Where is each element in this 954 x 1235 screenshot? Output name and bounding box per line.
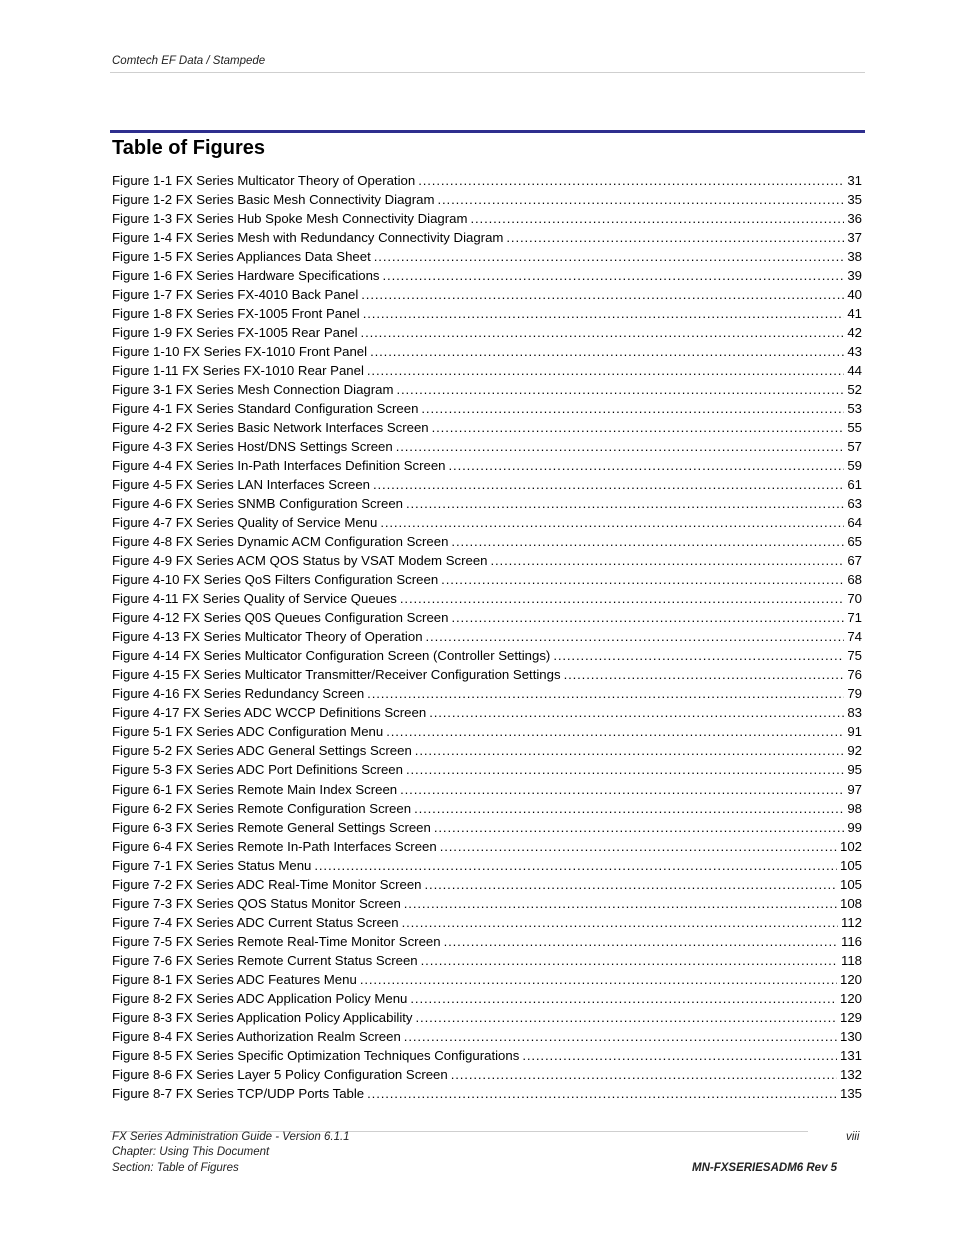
toc-entry[interactable]: [112, 837, 862, 856]
toc-entry-label[interactable]: Figure 7-2 FX Series ADC Real-Time Monitor Screen: [112, 876, 422, 892]
toc-entry-page[interactable]: 135: [839, 1085, 862, 1101]
toc-dot-leader: [506, 228, 844, 247]
toc-entry-page[interactable]: 65: [847, 534, 862, 550]
toc-entry[interactable]: [112, 323, 862, 342]
toc-entry-label[interactable]: Figure 6-4 FX Series Remote In-Path Interfaces Screen: [112, 838, 437, 854]
toc-entry-page[interactable]: 97: [847, 781, 862, 797]
toc-entry-page[interactable]: 41: [847, 306, 862, 322]
page-title: Table of Figures: [112, 137, 265, 159]
toc-entry[interactable]: [112, 475, 862, 494]
toc-entry-page[interactable]: 74: [847, 629, 862, 645]
toc-dot-leader: [429, 703, 844, 722]
table-of-figures-list: [112, 171, 862, 1103]
toc-entry-page[interactable]: 95: [847, 762, 862, 778]
toc-dot-leader: [402, 913, 838, 932]
toc-entry[interactable]: [112, 1046, 862, 1065]
toc-dot-leader: [363, 304, 845, 323]
toc-entry-label[interactable]: Figure 6-3 FX Series Remote General Settings Screen: [112, 819, 431, 835]
toc-entry[interactable]: [112, 532, 862, 551]
toc-entry-label[interactable]: Figure 1-7 FX Series FX-4010 Back Panel: [112, 287, 359, 303]
toc-entry-label[interactable]: Figure 4-3 FX Series Host/DNS Settings Screen: [112, 439, 393, 455]
toc-dot-leader: [434, 818, 844, 837]
toc-entry[interactable]: [112, 247, 862, 266]
toc-entry-label[interactable]: Figure 1-9 FX Series FX-1005 Rear Panel: [112, 325, 358, 341]
toc-entry[interactable]: [112, 703, 862, 722]
toc-entry-page[interactable]: 116: [840, 933, 862, 949]
toc-entry-page[interactable]: 79: [847, 686, 862, 702]
footer-guide-title: FX Series Administration Guide - Version 6.1.1: [112, 1131, 350, 1143]
toc-entry-page[interactable]: 120: [839, 990, 862, 1006]
toc-dot-leader: [451, 532, 844, 551]
toc-entry[interactable]: [112, 1084, 862, 1103]
toc-dot-leader: [451, 608, 844, 627]
toc-entry-page[interactable]: 42: [847, 325, 862, 341]
toc-entry-page[interactable]: 99: [847, 819, 862, 835]
toc-dot-leader: [386, 722, 844, 741]
toc-entry-page[interactable]: 68: [847, 572, 862, 588]
toc-entry[interactable]: [112, 951, 862, 970]
toc-entry-label[interactable]: Figure 1-8 FX Series FX-1005 Front Panel: [112, 306, 360, 322]
toc-entry-label[interactable]: Figure 1-2 FX Series Basic Mesh Connectivity Diagram: [112, 192, 435, 208]
toc-entry-page[interactable]: 131: [839, 1047, 862, 1063]
toc-entry-page[interactable]: 39: [847, 268, 862, 284]
toc-entry[interactable]: [112, 418, 862, 437]
toc-entry-label[interactable]: Figure 6-2 FX Series Remote Configuration Screen: [112, 800, 412, 816]
toc-entry[interactable]: [112, 399, 862, 418]
toc-entry[interactable]: [112, 266, 862, 285]
toc-entry-label[interactable]: Figure 1-3 FX Series Hub Spoke Mesh Connectivity Diagram: [112, 211, 468, 227]
toc-dot-leader: [373, 475, 844, 494]
toc-entry[interactable]: [112, 913, 862, 932]
toc-entry[interactable]: [112, 342, 862, 361]
toc-dot-leader: [406, 494, 844, 513]
toc-dot-leader: [421, 399, 844, 418]
toc-dot-leader: [491, 551, 845, 570]
toc-entry[interactable]: [112, 456, 862, 475]
toc-entry-label[interactable]: Figure 1-5 FX Series Appliances Data Sheet: [112, 249, 371, 265]
toc-entry-page[interactable]: 71: [847, 610, 862, 626]
toc-entry-page[interactable]: 75: [847, 648, 862, 664]
toc-dot-leader: [421, 951, 838, 970]
title-accent-bar: [110, 130, 865, 133]
toc-entry[interactable]: [112, 970, 862, 989]
toc-entry-label[interactable]: Figure 1-1 FX Series Multicator Theory of Operation: [112, 173, 416, 188]
toc-entry-label[interactable]: Figure 5-2 FX Series ADC General Settings Screen: [112, 743, 412, 759]
toc-entry-page[interactable]: 35: [847, 192, 862, 208]
toc-entry-page[interactable]: 112: [840, 914, 862, 930]
toc-entry[interactable]: [112, 437, 862, 456]
toc-dot-leader: [425, 875, 837, 894]
toc-entry-page[interactable]: 105: [839, 876, 862, 892]
toc-dot-leader: [404, 894, 837, 913]
toc-entry-label[interactable]: Figure 7-5 FX Series Remote Real-Time Monitor Screen: [112, 933, 441, 949]
toc-dot-leader: [400, 589, 844, 608]
toc-entry-page[interactable]: 44: [847, 363, 862, 379]
toc-entry[interactable]: [112, 932, 862, 951]
toc-entry-page[interactable]: 61: [847, 477, 862, 493]
toc-entry-label[interactable]: Figure 1-4 FX Series Mesh with Redundancy Connectivity Diagram: [112, 230, 504, 246]
toc-entry-label[interactable]: Figure 6-1 FX Series Remote Main Index Screen: [112, 781, 398, 797]
toc-dot-leader: [441, 570, 844, 589]
toc-dot-leader: [522, 1046, 837, 1065]
toc-dot-leader: [410, 989, 837, 1008]
toc-dot-leader: [449, 456, 845, 475]
toc-dot-leader: [396, 380, 844, 399]
toc-entry-label[interactable]: Figure 4-17 FX Series ADC WCCP Definitions Screen: [112, 705, 427, 721]
toc-entry[interactable]: [112, 894, 862, 913]
toc-entry-label[interactable]: Figure 4-8 FX Series Dynamic ACM Configuration Screen: [112, 534, 449, 550]
toc-entry-page[interactable]: 130: [839, 1028, 862, 1044]
toc-dot-leader: [361, 323, 845, 342]
toc-entry-page[interactable]: 98: [847, 800, 862, 816]
toc-entry-label[interactable]: Figure 3-1 FX Series Mesh Connection Diagram: [112, 382, 394, 398]
toc-dot-leader: [361, 285, 844, 304]
toc-entry[interactable]: [112, 684, 862, 703]
toc-entry-page[interactable]: 64: [847, 515, 862, 531]
toc-entry-page[interactable]: 43: [847, 344, 862, 360]
toc-entry[interactable]: [112, 228, 862, 247]
toc-entry-page[interactable]: 83: [847, 705, 862, 721]
toc-entry[interactable]: [112, 285, 862, 304]
toc-dot-leader: [437, 190, 844, 209]
toc-entry-label[interactable]: Figure 4-13 FX Series Multicator Theory of Operation: [112, 629, 423, 645]
toc-entry[interactable]: [112, 875, 862, 894]
toc-entry[interactable]: [112, 380, 862, 399]
toc-entry-label[interactable]: Figure 8-3 FX Series Application Policy Applicability: [112, 1009, 413, 1025]
toc-entry-page[interactable]: 55: [847, 420, 862, 436]
toc-entry-label[interactable]: Figure 4-5 FX Series LAN Interfaces Screen: [112, 477, 370, 493]
toc-entry-label[interactable]: Figure 8-7 FX Series TCP/UDP Ports Table: [112, 1085, 365, 1101]
toc-dot-leader: [553, 646, 844, 665]
toc-entry-page[interactable]: 59: [847, 458, 862, 474]
toc-dot-leader: [451, 1065, 837, 1084]
toc-dot-leader: [380, 513, 844, 532]
toc-entry[interactable]: [112, 589, 862, 608]
toc-entry-label[interactable]: Figure 4-2 FX Series Basic Network Interfaces Screen: [112, 420, 429, 436]
toc-entry-label[interactable]: Figure 8-4 FX Series Authorization Realm Screen: [112, 1028, 401, 1044]
toc-entry-page[interactable]: 76: [847, 667, 862, 683]
toc-dot-leader: [414, 799, 844, 818]
toc-entry-page[interactable]: 37: [847, 230, 862, 246]
toc-entry-label[interactable]: Figure 8-6 FX Series Layer 5 Policy Configuration Screen: [112, 1066, 448, 1082]
toc-entry[interactable]: [112, 799, 862, 818]
toc-entry-page[interactable]: 105: [839, 857, 862, 873]
toc-dot-leader: [406, 760, 844, 779]
toc-entry-label[interactable]: Figure 4-7 FX Series Quality of Service Menu: [112, 515, 378, 531]
toc-entry-page[interactable]: 53: [847, 401, 862, 417]
toc-entry-label[interactable]: Figure 4-16 FX Series Redundancy Screen: [112, 686, 365, 702]
toc-dot-leader: [444, 932, 838, 951]
toc-entry-page[interactable]: 63: [847, 496, 862, 512]
toc-dot-leader: [416, 1008, 837, 1027]
toc-entry-page[interactable]: 132: [839, 1066, 862, 1082]
toc-dot-leader: [564, 665, 845, 684]
toc-entry[interactable]: [112, 171, 862, 190]
toc-entry-page[interactable]: 91: [847, 724, 862, 740]
toc-dot-leader: [400, 780, 844, 799]
toc-entry-label[interactable]: Figure 8-5 FX Series Specific Optimization Techniques Configurations: [112, 1047, 520, 1063]
toc-entry-page[interactable]: 67: [847, 553, 862, 569]
toc-entry[interactable]: [112, 494, 862, 513]
toc-entry[interactable]: [112, 646, 862, 665]
toc-entry-page[interactable]: 31: [847, 173, 862, 188]
toc-entry-label[interactable]: Figure 4-6 FX Series SNMB Configuration Screen: [112, 496, 403, 512]
toc-entry-page[interactable]: 52: [847, 382, 862, 398]
toc-entry-label[interactable]: Figure 8-2 FX Series ADC Application Policy Menu: [112, 990, 408, 1006]
toc-entry[interactable]: [112, 780, 862, 799]
toc-entry[interactable]: [112, 665, 862, 684]
toc-dot-leader: [367, 361, 844, 380]
toc-entry-label[interactable]: Figure 7-6 FX Series Remote Current Status Screen: [112, 952, 418, 968]
toc-entry-page[interactable]: 36: [847, 211, 862, 227]
toc-entry-page[interactable]: 108: [839, 895, 862, 911]
toc-dot-leader: [396, 437, 845, 456]
toc-entry[interactable]: [112, 989, 862, 1008]
toc-entry-label[interactable]: Figure 7-3 FX Series QOS Status Monitor Screen: [112, 895, 401, 911]
toc-entry[interactable]: [112, 608, 862, 627]
toc-entry[interactable]: [112, 209, 862, 228]
footer-document-number: MN-FXSERIESADM6 Rev 5: [692, 1162, 838, 1174]
toc-entry-label[interactable]: Figure 4-4 FX Series In-Path Interfaces Definition Screen: [112, 458, 446, 474]
toc-entry-page[interactable]: 120: [839, 971, 862, 987]
toc-entry[interactable]: [112, 1065, 862, 1084]
toc-dot-leader: [404, 1027, 837, 1046]
toc-entry-label[interactable]: Figure 7-4 FX Series ADC Current Status Screen: [112, 914, 399, 930]
toc-entry-label[interactable]: Figure 4-11 FX Series Quality of Service Queues: [112, 591, 397, 607]
toc-entry-label[interactable]: Figure 5-1 FX Series ADC Configuration Menu: [112, 724, 384, 740]
toc-dot-leader: [383, 266, 845, 285]
toc-entry[interactable]: [112, 722, 862, 741]
toc-entry-page[interactable]: 70: [847, 591, 862, 607]
toc-entry-page[interactable]: 118: [840, 952, 862, 968]
toc-dot-leader: [418, 171, 844, 190]
toc-entry[interactable]: [112, 627, 862, 646]
toc-entry[interactable]: [112, 304, 862, 323]
toc-entry-label[interactable]: Figure 4-1 FX Series Standard Configuration Screen: [112, 401, 419, 417]
toc-entry[interactable]: [112, 361, 862, 380]
header-divider: [110, 72, 865, 73]
toc-dot-leader: [470, 209, 844, 228]
running-header: Comtech EF Data / Stampede: [112, 55, 266, 67]
toc-dot-leader: [440, 837, 837, 856]
toc-entry-page[interactable]: 102: [839, 838, 862, 854]
toc-entry[interactable]: [112, 1027, 862, 1046]
toc-entry-label[interactable]: Figure 4-9 FX Series ACM QOS Status by VSAT Modem Screen: [112, 553, 488, 569]
toc-entry[interactable]: [112, 1008, 862, 1027]
toc-entry-label[interactable]: Figure 4-12 FX Series Q0S Queues Configuration Screen: [112, 610, 449, 626]
toc-dot-leader: [314, 856, 837, 875]
toc-entry-label[interactable]: Figure 8-1 FX Series ADC Features Menu: [112, 971, 357, 987]
toc-dot-leader: [432, 418, 845, 437]
toc-entry[interactable]: [112, 856, 862, 875]
toc-dot-leader: [360, 970, 837, 989]
toc-entry[interactable]: [112, 513, 862, 532]
toc-entry[interactable]: [112, 570, 862, 589]
toc-entry-page[interactable]: 92: [847, 743, 862, 759]
toc-entry-label[interactable]: Figure 1-10 FX Series FX-1010 Front Panel: [112, 344, 368, 360]
toc-dot-leader: [367, 684, 844, 703]
toc-entry-label[interactable]: Figure 4-10 FX Series QoS Filters Configuration Screen: [112, 572, 439, 588]
footer-page-number: viii: [846, 1131, 860, 1143]
toc-entry-page[interactable]: 57: [847, 439, 862, 455]
toc-entry-label[interactable]: Figure 1-6 FX Series Hardware Specifications: [112, 268, 380, 284]
toc-entry[interactable]: [112, 818, 862, 837]
footer-chapter: Chapter: Using This Document: [112, 1146, 270, 1158]
toc-dot-leader: [415, 741, 845, 760]
toc-dot-leader: [426, 627, 845, 646]
toc-dot-leader: [367, 1084, 837, 1103]
toc-entry-page[interactable]: 38: [847, 249, 862, 265]
toc-entry-label[interactable]: Figure 7-1 FX Series Status Menu: [112, 857, 312, 873]
toc-entry[interactable]: [112, 741, 862, 760]
toc-entry-label[interactable]: Figure 5-3 FX Series ADC Port Definitions Screen: [112, 762, 403, 778]
toc-entry[interactable]: [112, 551, 862, 570]
toc-entry-label[interactable]: Figure 1-11 FX Series FX-1010 Rear Panel: [112, 363, 364, 379]
toc-dot-leader: [374, 247, 845, 266]
toc-entry-page[interactable]: 40: [847, 287, 862, 303]
footer-section: Section: Table of Figures: [112, 1162, 239, 1174]
toc-dot-leader: [370, 342, 844, 361]
toc-entry[interactable]: [112, 190, 862, 209]
toc-entry-page[interactable]: 129: [839, 1009, 862, 1025]
toc-entry-label[interactable]: Figure 4-14 FX Series Multicator Configuration Screen (Controller Settings): [112, 648, 551, 664]
toc-entry-label[interactable]: Figure 4-15 FX Series Multicator Transmitter/Receiver Configuration Settings: [112, 667, 561, 683]
toc-entry[interactable]: [112, 760, 862, 779]
